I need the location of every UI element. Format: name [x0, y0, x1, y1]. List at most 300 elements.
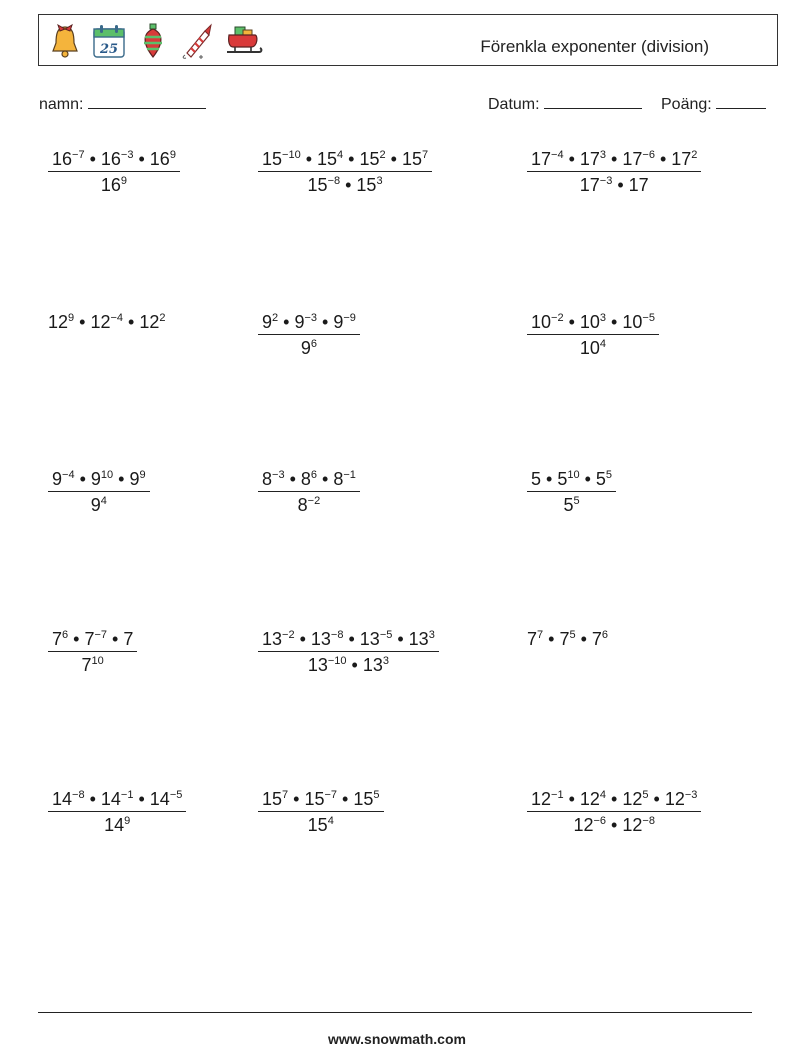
base: 5: [595, 469, 606, 489]
exponent: −6: [593, 815, 607, 827]
date-field[interactable]: [488, 94, 642, 114]
multiply-symbol: •: [617, 175, 624, 195]
power-term: [298, 496, 321, 514]
multiply-symbol: •: [348, 149, 355, 169]
power-term: [531, 313, 564, 331]
exponent: 4: [327, 815, 334, 827]
exponent: −9: [343, 312, 356, 324]
exponent: 6: [310, 338, 318, 350]
base: 5: [563, 495, 574, 515]
power-term: [363, 656, 389, 674]
denominator: [258, 652, 439, 674]
exponent: 9: [68, 312, 75, 324]
base: 9: [300, 338, 311, 358]
base: 15: [262, 149, 283, 169]
power-term: [301, 339, 317, 357]
exponent: 2: [379, 149, 386, 161]
base: 7: [52, 629, 63, 649]
power-term: [580, 790, 606, 808]
base: 17: [628, 175, 649, 195]
numerator: [258, 630, 439, 652]
power-term: [308, 656, 347, 674]
exponent: −2: [551, 312, 564, 324]
exponent: 4: [599, 338, 607, 350]
exponent: −5: [169, 789, 183, 801]
calendar-day: 25: [99, 42, 119, 57]
exponent: 9: [124, 815, 131, 827]
base: 8: [300, 469, 311, 489]
exponent: 2: [272, 312, 279, 324]
exponent: −3: [120, 149, 134, 161]
power-term: [333, 313, 356, 331]
base: 9: [294, 312, 305, 332]
multiply-symbol: •: [548, 629, 555, 649]
exponent: −6: [642, 149, 655, 161]
multiply-symbol: •: [138, 789, 145, 809]
exponent: 7: [421, 149, 429, 161]
problem: [527, 470, 616, 514]
exponent: −8: [72, 789, 85, 801]
base: 7: [81, 655, 92, 675]
exponent: −1: [343, 469, 356, 481]
power-term: [317, 150, 343, 168]
exponent: −10: [327, 655, 347, 667]
exponent: 2: [691, 149, 698, 161]
base: 12: [579, 789, 600, 809]
fraction: [48, 630, 137, 674]
power-term: [402, 150, 428, 168]
exponent: −2: [307, 495, 321, 507]
denominator: [258, 492, 360, 514]
multiply-symbol: •: [138, 149, 145, 169]
problem: [258, 150, 432, 194]
power-term: [557, 470, 579, 488]
base: 13: [310, 629, 331, 649]
power-term: [563, 496, 579, 514]
base: 10: [531, 312, 552, 332]
multiply-symbol: •: [79, 312, 86, 332]
multiply-symbol: •: [283, 312, 290, 332]
problem: [258, 313, 360, 357]
power-term: [294, 313, 317, 331]
calendar-icon: [89, 21, 129, 61]
numerator: [48, 790, 186, 812]
multiply-symbol: •: [568, 149, 575, 169]
denominator: [258, 812, 384, 834]
base: 14: [149, 789, 170, 809]
exponent: 9: [169, 149, 176, 161]
numerator: [527, 150, 701, 172]
multiply-symbol: •: [345, 175, 352, 195]
multiply-symbol: •: [390, 149, 397, 169]
base: 16: [52, 149, 73, 169]
power-term: [527, 630, 543, 648]
base: 12: [90, 312, 111, 332]
multiply-symbol: •: [112, 629, 119, 649]
multiply-symbol: •: [293, 789, 300, 809]
numerator: [527, 313, 659, 335]
power-term: [311, 630, 344, 648]
numerator: [527, 470, 616, 492]
base: 14: [52, 789, 73, 809]
power-term: [671, 150, 697, 168]
power-term: [622, 790, 648, 808]
multiply-symbol: •: [322, 469, 329, 489]
power-term: [101, 176, 127, 194]
numerator: [48, 150, 180, 172]
power-term: [48, 313, 74, 331]
power-term: [580, 176, 613, 194]
exponent: 3: [376, 175, 383, 187]
denominator: [527, 492, 616, 514]
power-term: [90, 313, 123, 331]
fraction: [48, 790, 186, 834]
multiply-symbol: •: [611, 789, 618, 809]
exponent: −3: [599, 175, 613, 187]
base: 13: [359, 629, 380, 649]
firework-rocket-icon: [177, 21, 217, 61]
bell-icon: [45, 21, 85, 61]
exponent: 4: [100, 495, 107, 507]
exponent: 7: [282, 789, 289, 801]
base: 16: [100, 149, 121, 169]
base: 16: [149, 149, 170, 169]
numerator: [258, 790, 384, 812]
power-term: [150, 790, 183, 808]
base: 12: [664, 789, 685, 809]
ornament-icon: [133, 21, 173, 61]
denominator: [48, 172, 180, 194]
power-term: [409, 630, 435, 648]
exponent: 9: [139, 469, 146, 481]
exponent: −5: [642, 312, 655, 324]
base: 7: [84, 629, 95, 649]
problem: [258, 630, 439, 674]
base: 17: [531, 149, 552, 169]
numerator: [527, 790, 701, 812]
exponent: −8: [327, 175, 341, 187]
multiply-symbol: •: [89, 149, 96, 169]
base: 15: [307, 815, 328, 835]
power-term: [91, 470, 113, 488]
multiply-symbol: •: [342, 789, 349, 809]
exponent: −3: [272, 469, 285, 481]
power-term: [622, 816, 655, 834]
multiply-symbol: •: [89, 789, 96, 809]
multiply-symbol: •: [73, 629, 80, 649]
multiply-symbol: •: [118, 469, 125, 489]
power-term: [150, 150, 176, 168]
multiply-symbol: •: [568, 789, 575, 809]
base: 5: [557, 469, 568, 489]
exponent: −1: [551, 789, 564, 801]
multiply-symbol: •: [580, 629, 587, 649]
power-term: [333, 470, 356, 488]
multiply-symbol: •: [659, 149, 667, 169]
footer-divider: [38, 1012, 752, 1013]
numerator: [258, 150, 432, 172]
power-term: [360, 630, 393, 648]
date-blank[interactable]: [544, 94, 642, 109]
power-term: [101, 150, 134, 168]
exponent: −1: [120, 789, 134, 801]
exponent: 6: [62, 629, 69, 641]
power-term: [580, 313, 606, 331]
base: 17: [671, 149, 692, 169]
multiply-symbol: •: [289, 469, 296, 489]
exponent: −4: [551, 149, 564, 161]
expression: [48, 313, 166, 331]
power-term: [356, 176, 382, 194]
power-term: [104, 816, 130, 834]
name-blank[interactable]: [88, 94, 206, 109]
numerator: [258, 313, 360, 335]
exponent: −5: [379, 629, 393, 641]
denominator: [48, 652, 137, 674]
score-label: Poäng:: [661, 96, 712, 113]
base: 8: [333, 469, 344, 489]
base: 9: [129, 469, 140, 489]
multiply-symbol: •: [79, 469, 86, 489]
multiply-symbol: •: [305, 149, 313, 169]
exponent: 3: [382, 655, 389, 667]
multiply-symbol: •: [397, 629, 404, 649]
power-term: [665, 790, 698, 808]
denominator: [527, 335, 659, 357]
base: 15: [353, 789, 374, 809]
exponent: 6: [601, 629, 609, 641]
problem: [48, 150, 180, 194]
exponent: 3: [428, 629, 435, 641]
multiply-symbol: •: [128, 312, 135, 332]
denominator: [258, 172, 432, 194]
base: 8: [297, 495, 308, 515]
base: 10: [579, 338, 600, 358]
problem: [527, 790, 701, 834]
power-term: [262, 790, 288, 808]
power-term: [304, 790, 337, 808]
power-term: [559, 630, 575, 648]
power-term: [101, 790, 134, 808]
score-field[interactable]: [661, 94, 766, 114]
multiply-symbol: •: [351, 655, 358, 675]
exponent: −7: [324, 789, 338, 801]
multiply-symbol: •: [348, 629, 355, 649]
multiply-symbol: •: [611, 815, 618, 835]
problem: [48, 313, 166, 331]
exponent: −3: [684, 789, 698, 801]
power-term: [573, 816, 606, 834]
name-field[interactable]: [39, 94, 206, 114]
problem: [527, 630, 608, 648]
power-term: [622, 150, 655, 168]
exponent: −8: [330, 629, 344, 641]
base: 14: [100, 789, 121, 809]
problem: [258, 790, 384, 834]
exponent: 5: [573, 495, 580, 507]
base: 15: [262, 789, 283, 809]
base: 10: [579, 312, 600, 332]
exponent: −2: [282, 629, 295, 641]
base: 13: [408, 629, 429, 649]
denominator: [48, 812, 186, 834]
base: 9: [262, 312, 273, 332]
fraction: [258, 150, 432, 194]
fraction: [258, 630, 439, 674]
exponent: 5: [642, 789, 649, 801]
base: 17: [622, 149, 643, 169]
power-term: [262, 150, 301, 168]
base: 16: [100, 175, 121, 195]
footer-url: www.snowmath.com: [328, 1031, 466, 1047]
denominator: [258, 335, 360, 357]
exponent: −4: [62, 469, 75, 481]
power-term: [359, 150, 385, 168]
base: 15: [359, 149, 380, 169]
multiply-symbol: •: [322, 312, 329, 332]
denominator: [48, 492, 150, 514]
power-term: [84, 630, 107, 648]
worksheet-header: [38, 14, 778, 66]
exponent: −4: [110, 312, 124, 324]
power-term: [123, 630, 133, 648]
problem: [258, 470, 360, 514]
power-term: [82, 656, 104, 674]
denominator: [527, 812, 701, 834]
exponent: 3: [599, 149, 607, 161]
power-term: [531, 470, 541, 488]
exponent: 3: [599, 312, 607, 324]
power-term: [308, 816, 334, 834]
power-term: [52, 470, 75, 488]
multiply-symbol: •: [611, 149, 618, 169]
exponent: 2: [159, 312, 166, 324]
multiply-symbol: •: [653, 789, 660, 809]
base: 7: [559, 629, 570, 649]
exponent: 10: [100, 469, 114, 481]
base: 7: [123, 629, 134, 649]
fraction: [48, 150, 180, 194]
numerator: [48, 470, 150, 492]
fraction: [527, 313, 659, 357]
base: 9: [52, 469, 63, 489]
problem: [48, 790, 186, 834]
base: 15: [317, 149, 338, 169]
exponent: −7: [94, 629, 108, 641]
power-term: [139, 313, 165, 331]
power-term: [262, 313, 278, 331]
exponent: −3: [304, 312, 318, 324]
base: 13: [307, 655, 328, 675]
power-term: [592, 630, 608, 648]
power-term: [531, 150, 564, 168]
fraction: [258, 313, 360, 357]
power-term: [596, 470, 612, 488]
power-term: [129, 470, 145, 488]
problem: [527, 313, 659, 357]
base: 7: [591, 629, 602, 649]
exponent: −7: [72, 149, 85, 161]
fraction: [527, 150, 701, 194]
power-term: [580, 339, 606, 357]
base: 9: [90, 469, 101, 489]
base: 15: [401, 149, 422, 169]
exponent: 5: [569, 629, 576, 641]
exponent: 5: [373, 789, 380, 801]
exponent: 10: [91, 655, 104, 667]
multiply-symbol: •: [611, 312, 618, 332]
numerator: [48, 630, 137, 652]
base: 15: [304, 789, 325, 809]
base: 14: [104, 815, 125, 835]
power-term: [262, 470, 285, 488]
power-term: [580, 150, 606, 168]
power-term: [629, 176, 649, 194]
exponent: 4: [337, 149, 344, 161]
power-term: [308, 176, 341, 194]
sleigh-icon: [223, 21, 263, 61]
base: 5: [531, 469, 542, 489]
base: 12: [622, 789, 643, 809]
base: 10: [622, 312, 643, 332]
multiply-symbol: •: [584, 469, 591, 489]
power-term: [52, 790, 85, 808]
exponent: 5: [605, 469, 613, 481]
date-label: Datum:: [488, 96, 540, 113]
problem: [48, 630, 137, 674]
problem: [48, 470, 150, 514]
numerator: [258, 470, 360, 492]
multiply-symbol: •: [299, 629, 306, 649]
power-term: [353, 790, 379, 808]
base: 17: [579, 149, 600, 169]
exponent: 6: [310, 469, 318, 481]
base: 12: [48, 312, 69, 332]
base: 12: [622, 815, 643, 835]
fraction: [258, 470, 360, 514]
exponent: −8: [642, 815, 655, 827]
power-term: [52, 150, 85, 168]
exponent: −10: [282, 149, 301, 161]
exponent: 9: [120, 175, 128, 187]
power-term: [91, 496, 107, 514]
base: 13: [262, 629, 283, 649]
base: 15: [307, 175, 328, 195]
multiply-symbol: •: [546, 469, 553, 489]
score-blank[interactable]: [716, 94, 766, 109]
fraction: [258, 790, 384, 834]
fraction: [527, 790, 701, 834]
expression: [527, 630, 608, 648]
base: 7: [527, 629, 538, 649]
fraction: [527, 470, 616, 514]
power-term: [301, 470, 317, 488]
base: 12: [573, 815, 594, 835]
exponent: 10: [567, 469, 580, 481]
problem: [527, 150, 701, 194]
multiply-symbol: •: [568, 312, 575, 332]
denominator: [527, 172, 701, 194]
base: 12: [139, 312, 160, 332]
power-term: [262, 630, 295, 648]
base: 15: [356, 175, 377, 195]
base: 8: [262, 469, 273, 489]
fraction: [48, 470, 150, 514]
power-term: [52, 630, 68, 648]
base: 9: [90, 495, 101, 515]
base: 12: [531, 789, 552, 809]
base: 17: [579, 175, 600, 195]
